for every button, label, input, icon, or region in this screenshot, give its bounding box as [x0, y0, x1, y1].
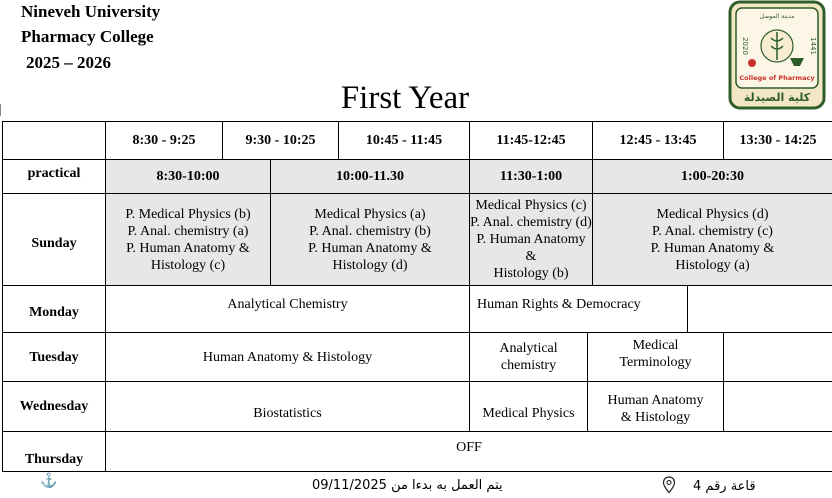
day-label: Sunday [3, 194, 106, 286]
logo-top-text: مدينة الموصل [759, 13, 795, 20]
group-line: Medical Physics (c) [475, 198, 587, 213]
day-label: Thursday [3, 432, 106, 472]
class-line: Terminology [619, 355, 692, 370]
practical-time: 10:00-11.30 [271, 160, 470, 194]
group-line: Histology (a) [675, 257, 750, 273]
crescent-icon [748, 59, 756, 67]
page-title: First Year [340, 80, 470, 116]
practical-group-cell [470, 194, 593, 286]
class-line: chemistry [500, 358, 557, 373]
academic-year: 2025 – 2026 [26, 53, 111, 72]
class-line: Human Anatomy [607, 392, 704, 408]
group-line: P. Anal. chemistry (b) [309, 223, 431, 239]
times-row [3, 122, 832, 160]
practical-group-cell [593, 194, 832, 286]
tuesday-row [3, 333, 832, 382]
logo-year-right: 1441 [809, 37, 817, 55]
class-cell: Human Rights & Democracy [470, 286, 688, 333]
location-pin-icon [662, 476, 676, 494]
time-slot: 13:30 - 14:25 [724, 122, 832, 160]
group-line: P. Human Anatomy & [308, 240, 432, 256]
time-slot: 12:45 - 13:45 [593, 122, 724, 160]
logo-year-left: 2020 [741, 37, 749, 55]
corner-cell [3, 122, 106, 160]
page-margin-mark [0, 104, 3, 116]
group-line: P. Anal. chemistry (c) [652, 223, 773, 239]
class-cell: Human Anatomy & Histology [106, 333, 470, 382]
day-label: Wednesday [3, 382, 106, 432]
college-logo [728, 0, 826, 110]
empty-cell [724, 333, 832, 382]
anchor-icon: ⚓ [40, 474, 58, 489]
class-cell: OFF [106, 432, 832, 472]
practical-time: 1:00-20:30 [593, 160, 832, 194]
day-label: Tuesday [3, 333, 106, 382]
day-label: Monday [3, 286, 106, 333]
group-line: Medical Physics (d) [656, 206, 769, 222]
time-slot: 10:45 - 11:45 [339, 122, 470, 160]
thursday-row [3, 432, 832, 472]
empty-cell [688, 286, 832, 333]
empty-cell [724, 382, 832, 432]
practical-label: practical [3, 160, 106, 194]
class-cell: Analytical Chemistry [106, 286, 470, 333]
class-cell [588, 382, 724, 432]
practical-time: 11:30-1:00 [470, 160, 593, 194]
group-line: Histology (d) [332, 257, 408, 273]
practical-time: 8:30-10:00 [106, 160, 271, 194]
university-name: Nineveh University [21, 2, 161, 21]
class-cell: Medical Physics [470, 382, 588, 432]
group-line: Histology (c) [150, 257, 226, 273]
time-slot: 11:45-12:45 [470, 122, 593, 160]
college-name: Pharmacy College [21, 27, 154, 46]
group-line: Histology (b) [493, 266, 569, 281]
footer-room: قاعة رقم 4 [693, 479, 756, 494]
time-slot: 9:30 - 10:25 [223, 122, 339, 160]
time-slot: 8:30 - 9:25 [106, 122, 223, 160]
practical-row [3, 160, 832, 194]
group-line: P. Medical Physics (b) [125, 206, 251, 222]
practical-group-cell [106, 194, 271, 286]
wednesday-row [3, 382, 832, 432]
class-cell [588, 333, 724, 382]
practical-group-cell [271, 194, 470, 286]
class-line: Analytical [499, 341, 558, 356]
class-line: Medical [632, 338, 679, 353]
group-line: P. Human Anatomy & [126, 240, 250, 256]
schedule-table [2, 121, 832, 472]
sunday-row [3, 194, 832, 286]
logo-college-en: College of Pharmacy [739, 74, 815, 82]
class-line: & Histology [620, 409, 691, 425]
group-line: Medical Physics (a) [314, 206, 426, 222]
class-cell [470, 333, 588, 382]
class-cell: Biostatistics [106, 382, 470, 432]
group-line: P. Human Anatomy & [650, 240, 775, 256]
group-line: P. Anal. chemistry (d) [470, 215, 592, 230]
footer-effective-date: يتم العمل به بدءا من 09/11/2025 [312, 478, 503, 493]
monday-row [3, 286, 832, 333]
group-line: P. Human Anatomy & [476, 232, 586, 264]
logo-college-ar: كلية الصيدلة [743, 91, 811, 104]
group-line: P. Anal. chemistry (a) [127, 223, 249, 239]
